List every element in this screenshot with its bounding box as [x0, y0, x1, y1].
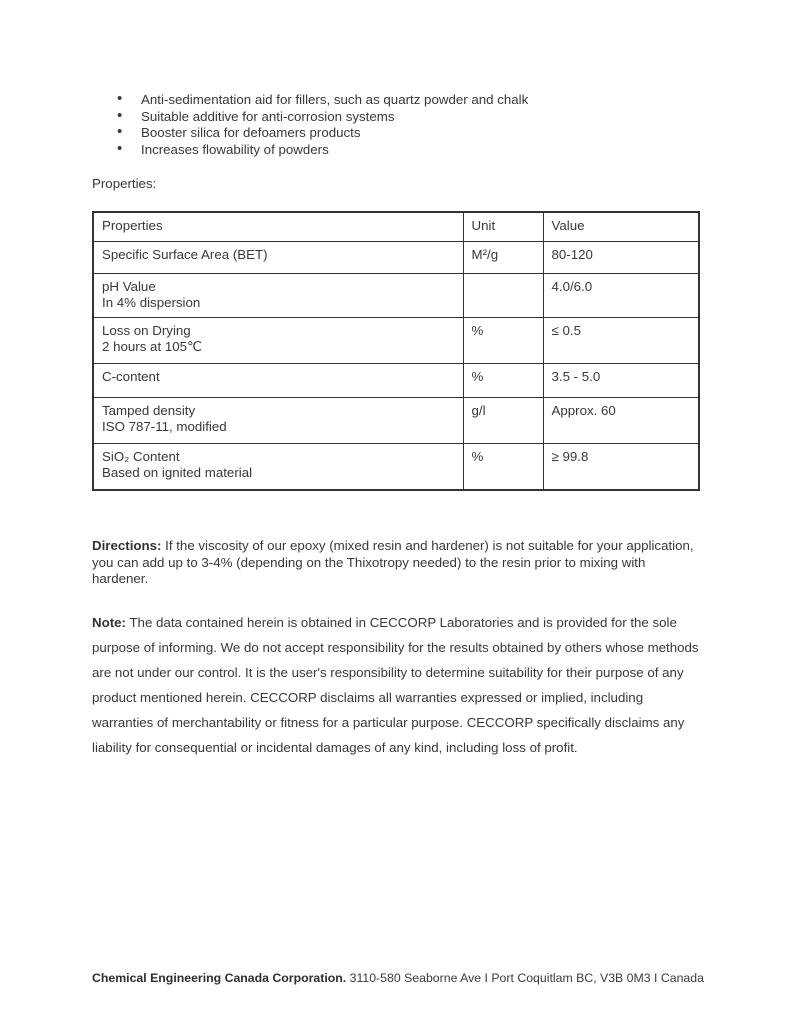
note-paragraph	[92, 610, 700, 760]
table-header-row	[93, 212, 699, 241]
value-cell: 4.0/6.0	[543, 273, 699, 317]
table-row	[93, 363, 699, 397]
footer	[92, 971, 752, 986]
table-row	[93, 443, 699, 490]
property-name: SiO₂ Content	[102, 448, 180, 464]
property-name: Loss on Drying	[102, 322, 191, 338]
property-subtext: In 4% dispersion	[102, 295, 201, 310]
table-row	[93, 241, 699, 273]
table-row	[93, 273, 699, 317]
unit-cell: %	[463, 317, 543, 363]
table-row	[93, 397, 699, 443]
unit-cell: %	[463, 443, 543, 490]
properties-table	[92, 211, 700, 491]
bullet-item: • Increases flowability of powders	[115, 142, 695, 159]
bullet-item: • Anti-sedimentation aid for fillers, such as quartz powder and chalk	[115, 92, 695, 109]
property-cell	[93, 317, 463, 363]
property-cell	[93, 397, 463, 443]
property-name: Tamped density	[102, 402, 196, 418]
property-subtext: Based on ignited material	[102, 465, 253, 480]
property-name: C-content	[102, 368, 160, 384]
property-name: pH Value	[102, 278, 156, 294]
directions-paragraph	[92, 538, 704, 588]
column-header-unit: Unit	[463, 212, 543, 241]
properties-section-label: Properties:	[92, 176, 157, 191]
unit-cell: %	[463, 363, 543, 397]
column-header-properties: Properties	[93, 212, 463, 241]
property-cell	[93, 241, 463, 273]
value-cell: Approx. 60	[543, 397, 699, 443]
value-cell: ≥ 99.8	[543, 443, 699, 490]
note-text: The data contained herein is obtained in CECCORP Laboratories and is provided for the sole purpose of informing. We do not accept responsibility for the results obtained by others whose methods are not under our control. It is the user's responsibility to determine suitability for their purpose of any product mentioned herein. CECCORP disclaims all warranties expressed or implied, including warranties of merchantability or fitness for a particular purpose. CECCORP specifically disclaims any liability for consequential or incidental damages of any kind, including loss of profit.	[92, 615, 699, 756]
value-cell: 3.5 - 5.0	[543, 363, 699, 397]
property-subtext: ISO 787-11, modified	[102, 419, 227, 434]
column-header-value: Value	[543, 212, 699, 241]
bullet-item: • Booster silica for defoamers products	[115, 125, 695, 142]
bullet-item: • Suitable additive for anti-corrosion systems	[115, 109, 695, 126]
note-label: Note:	[92, 615, 126, 631]
footer-company-name: Chemical Engineering Canada Corporation.	[92, 971, 347, 985]
directions-text: If the viscosity of our epoxy (mixed resin and hardener) is not suitable for your application, you can add up to 3-4% (depending on the Thixotropy needed) to the resin prior to mixing with hardener.	[92, 538, 694, 587]
property-cell	[93, 443, 463, 490]
value-cell: ≤ 0.5	[543, 317, 699, 363]
unit-cell: g/l	[463, 397, 543, 443]
property-cell	[93, 363, 463, 397]
footer-address: 3110-580 Seaborne Ave I Port Coquitlam BC, V3B 0M3 I Canada	[346, 971, 704, 985]
unit-cell: M²/g	[463, 241, 543, 273]
property-subtext: 2 hours at 105℃	[102, 339, 202, 354]
table-row	[93, 317, 699, 363]
value-cell: 80-120	[543, 241, 699, 273]
feature-bullet-list	[115, 92, 695, 158]
directions-label: Directions:	[92, 538, 162, 554]
property-name: Specific Surface Area (BET)	[102, 246, 268, 262]
unit-cell	[463, 273, 543, 317]
property-cell	[93, 273, 463, 317]
